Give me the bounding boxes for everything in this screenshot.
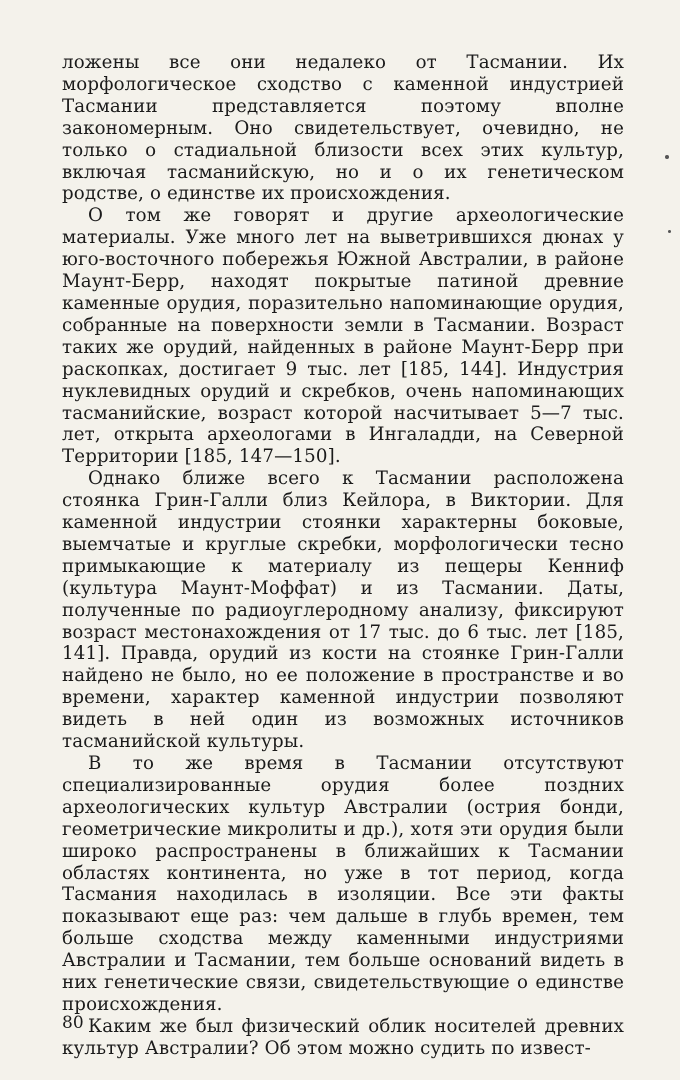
- body-text: [62, 52, 624, 1060]
- ink-speck: [668, 230, 671, 233]
- paragraph-5: Каким же был физический облик носителей древних культур Австралии? Об этом можно судить по извест-: [62, 1015, 624, 1059]
- paragraph-3: Однако ближе всего к Тасмании расположена стоянка Грин-Галли близ Кейлора, в Виктории. Для каменной индустрии стоянки характерны боковые, выемчатые и круглые скребки, морфологически тесно примыкающие к материалу из пещеры Кенниф (культура Маунт-Моффат) и из Тасмании. Даты, полученные по радиоуглеродному анализу, фиксируют возраст местонахождения от 17 тыс. до 6 тыс. лет [185, 141]. Правда, орудий из кости на стоянке Грин-Галли найдено не было, но ее положение в пространстве и во времени, характер каменной индустрии позволяют видеть в ней один из возможных источников тасманийской культуры.: [62, 468, 624, 753]
- page-number: 80: [62, 1013, 84, 1033]
- paragraph-1: ложены все они недалеко от Тасмании. Их морфологическое сходство с каменной индустрией Тасмании представляется поэтому вполне закономерным. Оно свидетельствует, очевидно, не только о стадиальной близости всех этих культур, включая тасманийскую, но и о их генетическом родстве, о единстве их происхождения.: [62, 52, 624, 205]
- ink-speck: [665, 155, 669, 159]
- paragraph-2: О том же говорят и другие археологические материалы. Уже много лет на выветрившихся дюнах у юго-восточного побережья Южной Австралии, в районе Маунт-Берр, находят покрытые патиной древние каменные орудия, поразительно напоминающие орудия, собранные на поверхности земли в Тасмании. Возраст таких же орудий, найденных в районе Маунт-Берр при раскопках, достигает 9 тыс. лет [185, 144]. Индустрия нуклевидных орудий и скребков, очень напоминающих тасманийские, возраст которой насчитывает 5—7 тыс. лет, открыта археологами в Ингаладди, на Северной Территории [185, 147—150].: [62, 205, 624, 468]
- paragraph-4: В то же время в Тасмании отсутствуют специализированные орудия более поздних археологических культур Австралии (острия бонди, геометрические микролиты и др.), хотя эти орудия были широко распространены в ближайших к Тасмании областях континента, но уже в тот период, когда Тасмания находилась в изоляции. Все эти факты показывают еще раз: чем дальше в глубь времен, тем больше сходства между каменными индустриями Австралии и Тасмании, тем больше оснований видеть в них генетические связи, свидетельствующие о единстве происхождения.: [62, 753, 624, 1015]
